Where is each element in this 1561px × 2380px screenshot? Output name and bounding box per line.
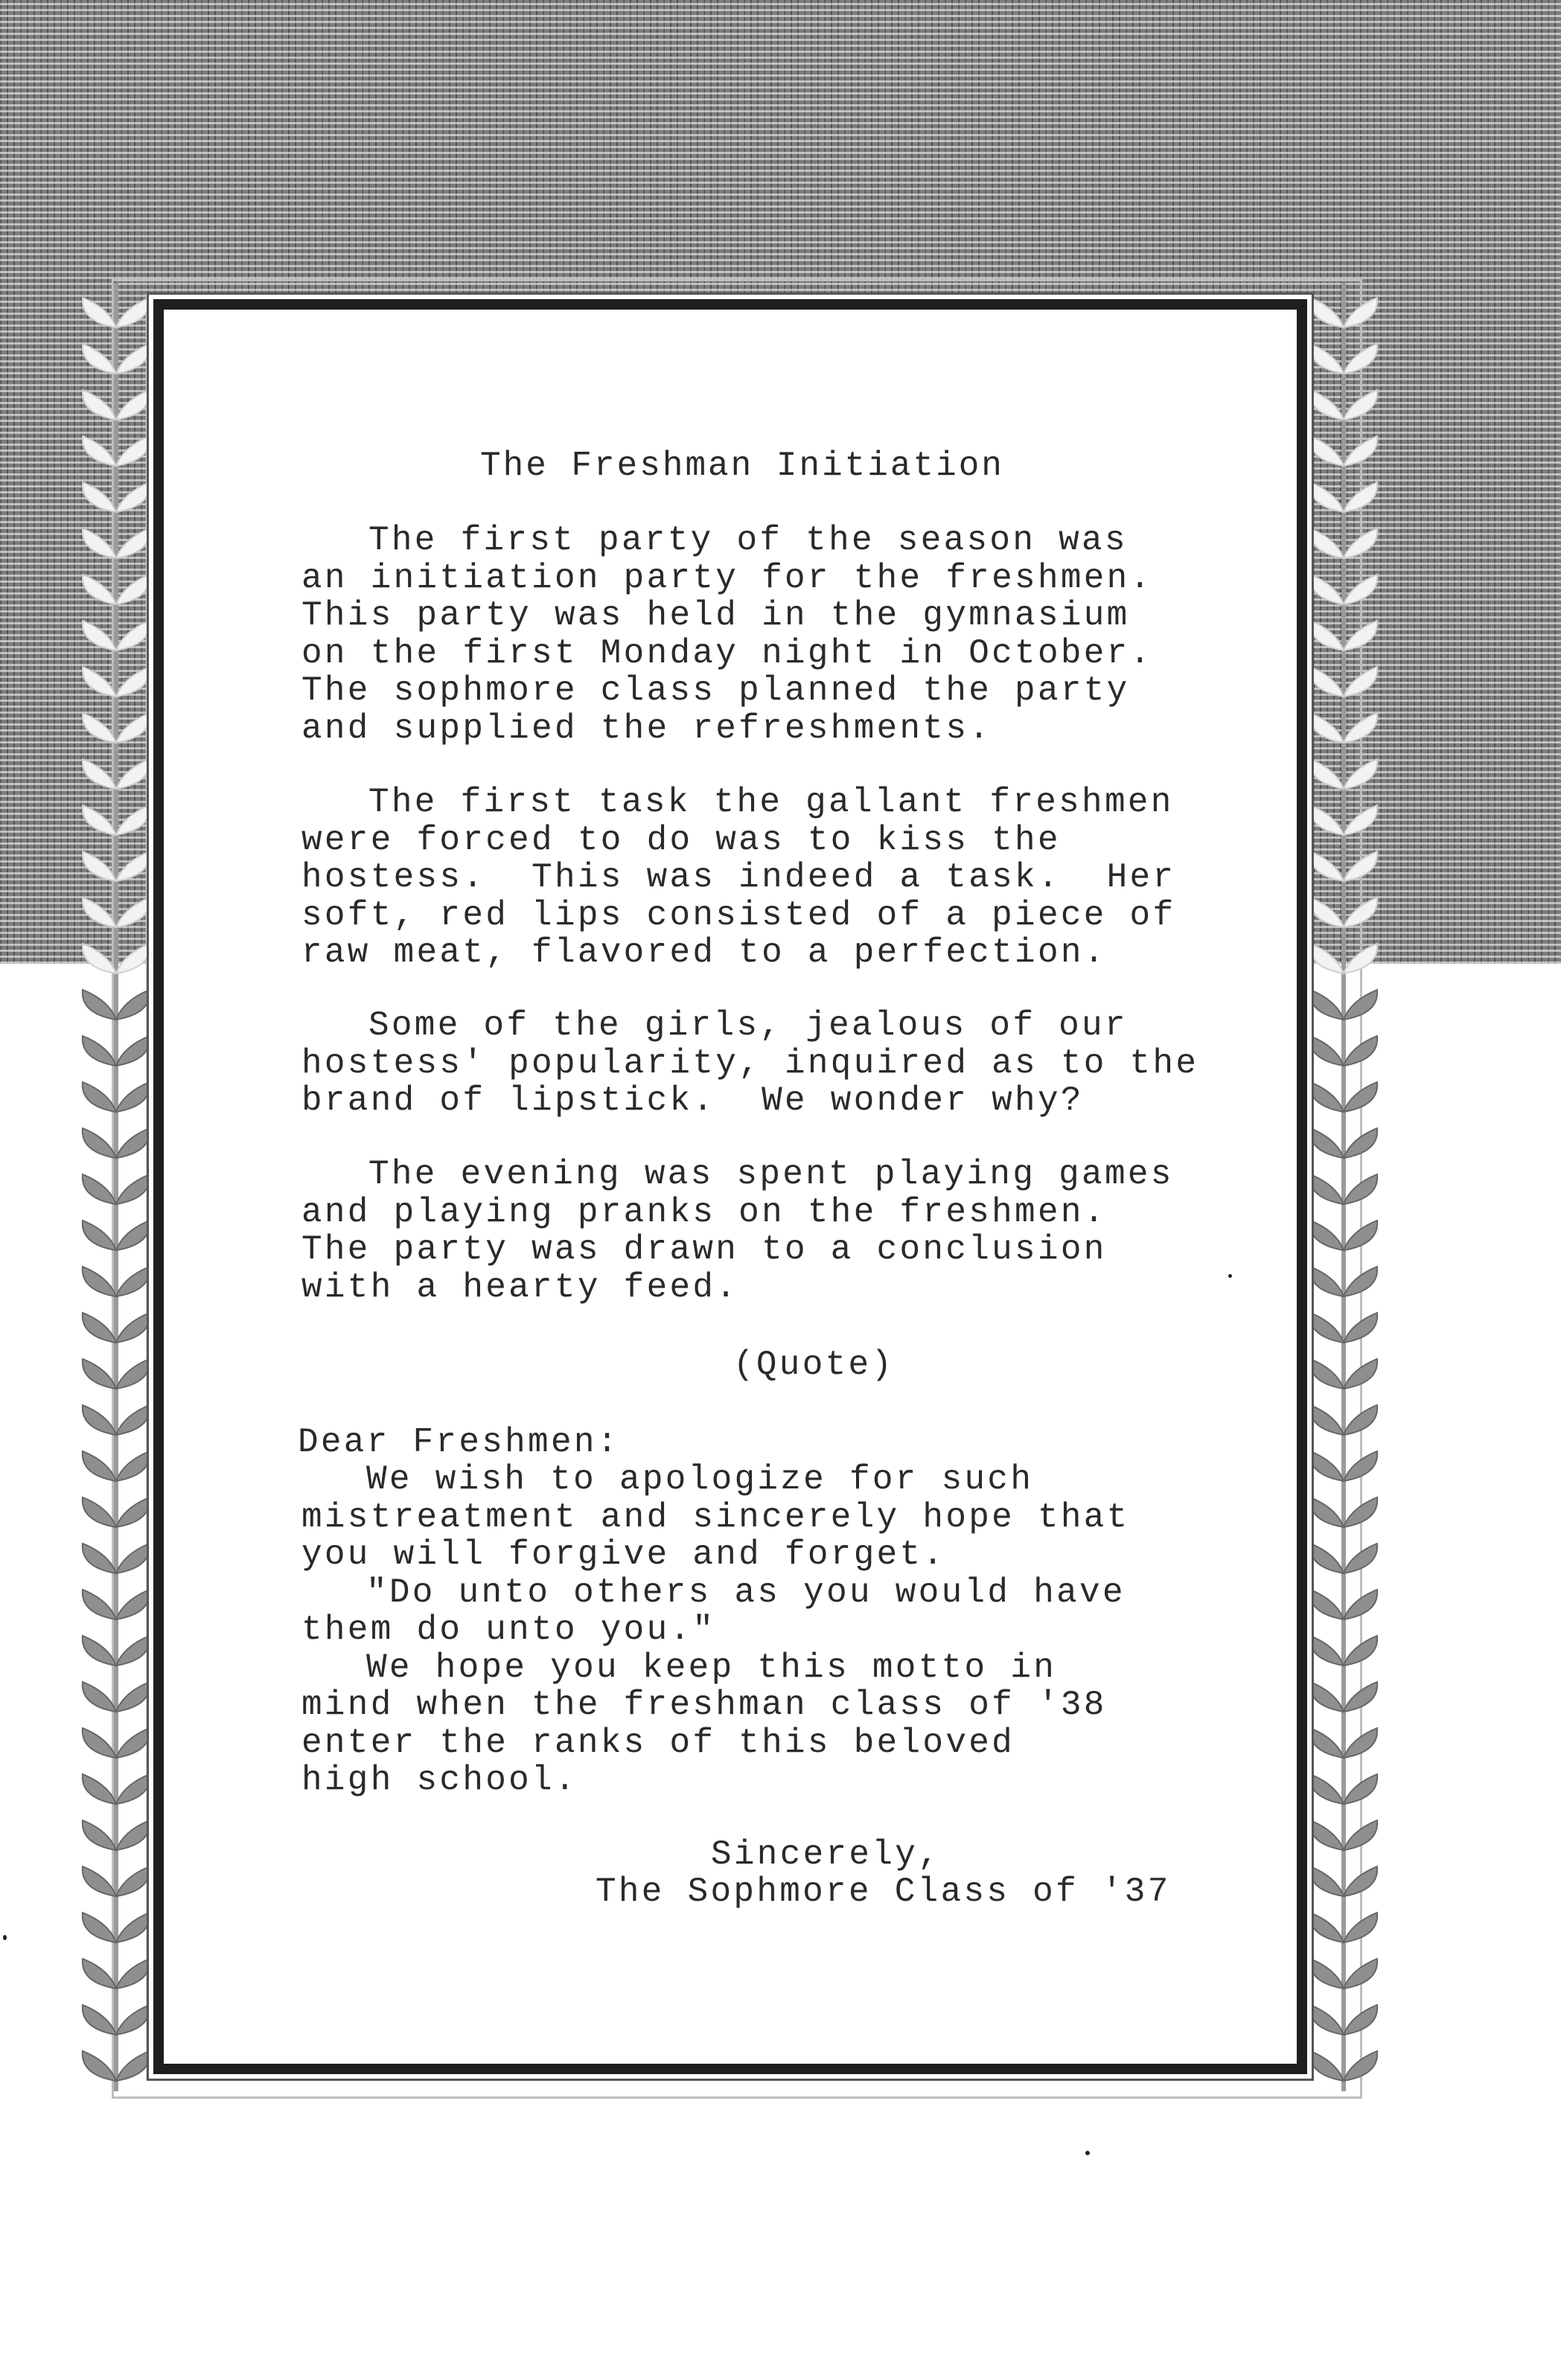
letter-signature: The Sophmore Class of '37 xyxy=(596,1872,1171,1911)
letter-line: "Do unto others as you would have xyxy=(366,1573,1126,1612)
right-laurel-border-icon xyxy=(1299,283,1388,2091)
paragraph-line: and supplied the refreshments. xyxy=(301,708,992,748)
paragraph-line: on the first Monday night in October. xyxy=(301,633,1153,673)
letter-closing: Sincerely, xyxy=(711,1835,942,1874)
ink-speck xyxy=(3,1935,7,1940)
paragraph-line: with a hearty feed. xyxy=(301,1267,739,1307)
paragraph-line: The sophmore class planned the party xyxy=(301,671,1130,710)
letter-line: you will forgive and forget. xyxy=(301,1535,946,1574)
paragraph-line: brand of lipstick. We wonder why? xyxy=(301,1081,1084,1120)
paragraph-line: raw meat, flavored to a perfection. xyxy=(301,933,1107,972)
letter-line: high school. xyxy=(301,1761,578,1800)
paragraph-line: were forced to do was to kiss the xyxy=(301,820,1061,860)
left-laurel-border-icon xyxy=(71,283,161,2091)
letter-line: mistreatment and sincerely hope that xyxy=(301,1497,1130,1537)
paragraph-line: The evening was spent playing games xyxy=(368,1155,1174,1194)
paragraph-line: The first task the gallant freshmen xyxy=(368,783,1174,822)
page-title: The Freshman Initiation xyxy=(480,447,1004,485)
paragraph-line: This party was held in the gymnasium xyxy=(301,596,1130,635)
paragraph-line: Some of the girls, jealous of our xyxy=(368,1006,1128,1045)
quote-label: (Quote) xyxy=(733,1346,895,1384)
letter-line: We hope you keep this motto in xyxy=(366,1648,1057,1687)
paragraph-line: and playing pranks on the freshmen. xyxy=(301,1192,1107,1232)
paragraph-line: hostess' popularity, inquired as to the xyxy=(301,1043,1199,1083)
letter-salutation: Dear Freshmen: xyxy=(298,1423,620,1462)
paragraph-line: The party was drawn to a conclusion xyxy=(301,1230,1107,1269)
paragraph-line: hostess. This was indeed a task. Her xyxy=(301,858,1176,897)
letter-line: them do unto you." xyxy=(301,1610,716,1649)
paragraph-line: The first party of the season was xyxy=(368,521,1128,560)
letter-line: enter the ranks of this beloved xyxy=(301,1723,1015,1762)
paragraph-line: an initiation party for the freshmen. xyxy=(301,558,1153,598)
letter-line: mind when the freshman class of '38 xyxy=(301,1686,1107,1724)
letter-line: We wish to apologize for such xyxy=(366,1460,1034,1499)
ink-speck xyxy=(1085,2151,1090,2155)
ink-speck xyxy=(1228,1274,1232,1278)
paragraph-line: soft, red lips consisted of a piece of xyxy=(301,895,1176,935)
